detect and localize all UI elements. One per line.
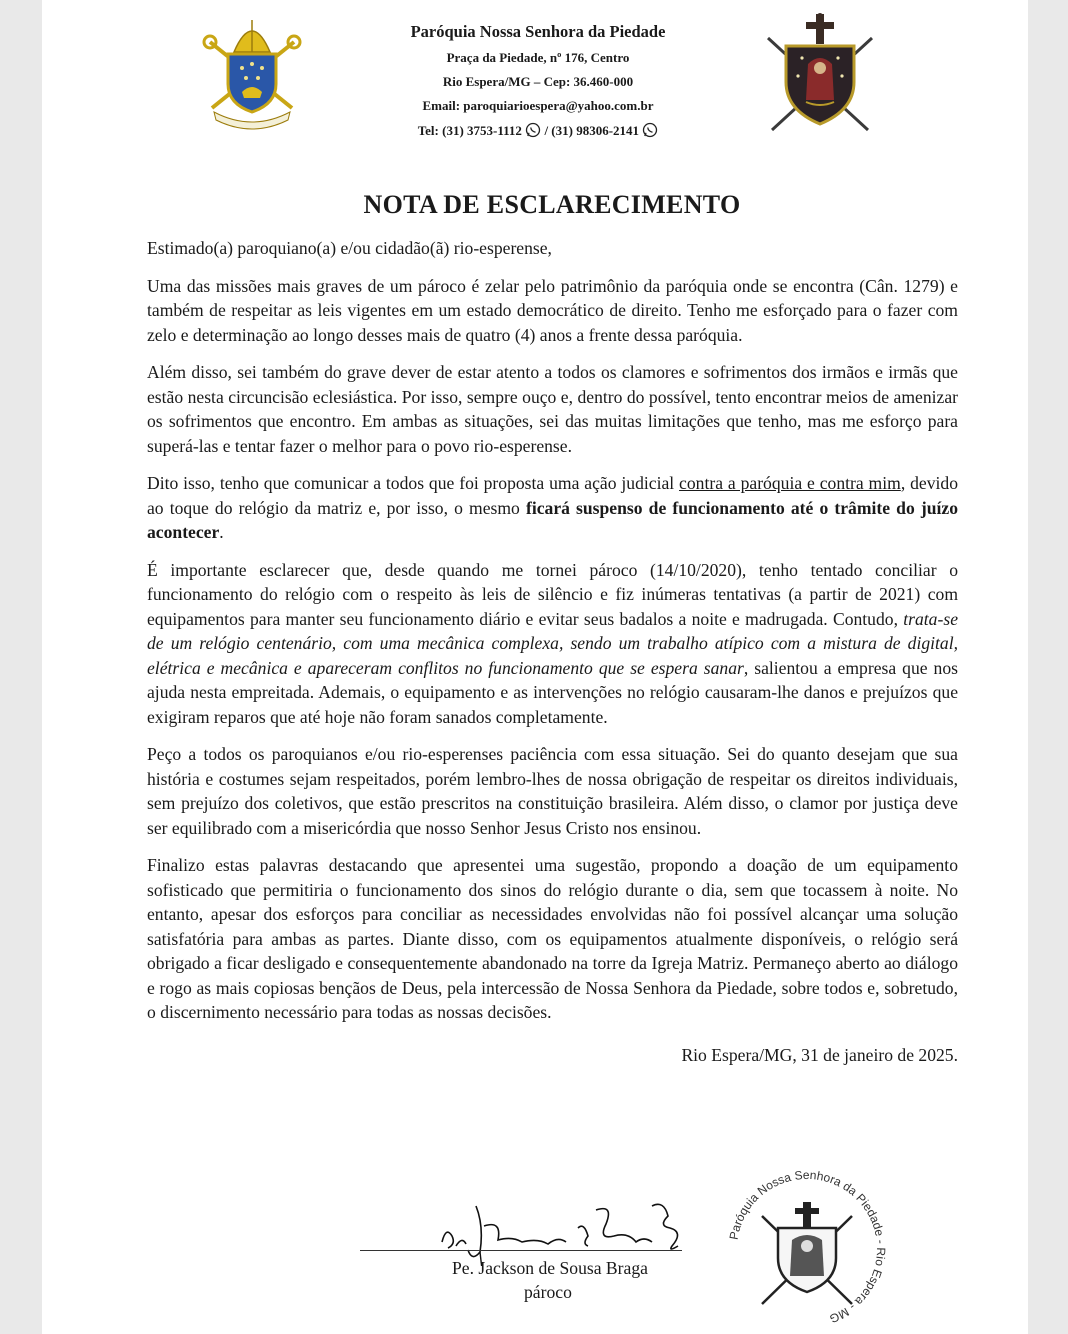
- p3-text-c: .: [219, 522, 224, 542]
- p3-underlined: contra a paróquia e contra mim: [679, 473, 901, 493]
- signatory-role: pároco: [524, 1282, 572, 1302]
- email: Email: paroquiarioespera@yahoo.com.br: [422, 98, 654, 113]
- handwritten-signature: [352, 1196, 692, 1266]
- p4-text-b: , salientou a empresa que nos ajuda nesta empreitada. Ademais, o equipamento e as intervenções no relógio causaram-lhe danos e prejuízos que exigiram reparos que até hoje não foram sanados completamente.: [147, 657, 958, 727]
- whatsapp-icon: [525, 122, 541, 138]
- parish-emblem-icon: [762, 12, 878, 136]
- paragraph-5: Peço a todos os paroquianos e/ou rio-esperenses paciência com essa situação. Sei do quanto desejam que sua história e costumes sejam respeitados, porém lembro-lhes de nossa obrigação de respeitar os direitos individuais, sem prejuízo dos coletivos, que estão prescritos na constituição brasileira. Além disso, o clamor por justiça deve ser equilibrado com a misericórdia que nosso Senhor Jesus Cristo nos ensinou.: [147, 744, 958, 838]
- paragraph-6: Finalizo estas palavras destacando que apresentei uma sugestão, propondo a doação de um equipamento sofisticado que permitiria o funcionamento dos sinos do relógio durante o dia, sem que tocassem à noite. No entanto, apesar dos esforços para conciliar as necessidades envolvidas não foi possível alcançar uma solução satisfatória para ambas as partes. Diante disso, com os equipamentos atualmente disponíveis, o relógio será obrigado a ficar desligado e consequentemente abandonado na torre da Igreja Matriz. Permaneço aberto ao diálogo e rogo as mais copiosas bençãos de Deus, pela intercessão de Nossa Senhora da Piedade, sobre todos e, sobretudo, o discernimento necessário para todas as nossas decisões.: [147, 855, 958, 1022]
- signature-line: [360, 1250, 682, 1251]
- whatsapp-icon: [642, 122, 658, 138]
- signatory-name: Pe. Jackson de Sousa Braga: [452, 1258, 648, 1278]
- signature-block: [352, 1196, 712, 1316]
- document-page: [42, 0, 1028, 1334]
- paragraph-4: [147, 558, 958, 730]
- p3-bold: ficará suspenso de funcionamento até o trâmite do juízo acontecer: [147, 497, 958, 542]
- greeting: Estimado(a) paroquiano(a) e/ou cidadão(ã) rio-esperense,: [147, 238, 552, 258]
- p3-text-b: , devido ao toque do relógio da matriz e, por isso, o mesmo: [147, 473, 958, 518]
- paragraph-1: Uma das missões mais graves de um pároco é zelar pelo patrimônio da paróquia onde se encontra (Cân. 1279) e também de respeitar as leis vigentes em um estado democrático de direito. Tenho me esforçado para o fazer com zelo e determinação ao longo desses mais de quatro (4) anos a frente dessa paróquia.: [147, 275, 958, 345]
- parish-name: Paróquia Nossa Senhora da Piedade: [410, 22, 666, 41]
- coat-of-arms-icon: [200, 12, 304, 130]
- phone-1: Tel: (31) 3753-1112: [417, 123, 522, 138]
- paragraph-3: [147, 471, 958, 545]
- p4-italic: trata-se de um relógio centenário, com uma mecânica complexa, sendo um trabalho atípico com a mistura de digital, elétrica e mecânica e apareceram conflitos no funcionamento que se espera sanar: [147, 608, 958, 678]
- address: Praça da Piedade, nº 176, Centro: [446, 50, 630, 65]
- document-title: NOTA DE ESCLARECIMENTO: [363, 190, 741, 219]
- phone-2: / (31) 98306-2141: [544, 123, 640, 138]
- city-cep: Rio Espera/MG – Cep: 36.460-000: [442, 74, 634, 89]
- letterhead: [42, 0, 1028, 170]
- phone-line: [338, 122, 738, 139]
- p3-text-a: Dito isso, tenho que comunicar a todos que foi proposta uma ação judicial: [147, 473, 680, 493]
- paragraph-2: Além disso, sei também do grave dever de estar atento a todos os clamores e sofrimentos dos irmãos e irmãs que estão nesta circuncisão eclesiástica. Por isso, sempre ouço e, dentro do possível, tento encontrar meios de amenizar os sofrimentos que encontro. Em ambas as situações, sei das muitas limitações que tenho, mas me esforço para superá-las e tentar fazer o melhor para o povo rio-esperense.: [147, 362, 958, 456]
- letterhead-text: [338, 22, 738, 147]
- p4-text-a: É importante esclarecer que, desde quando me tornei pároco (14/10/2020), tenho tentado conciliar o funcionamento do relógio com o respeito às leis de silêncio e fiz inúmeras tentativas (a partir de 2021) com equipamentos para manter seu funcionamento diário e evitar seus badalos a noite e madrugada. Contudo,: [147, 559, 958, 629]
- stamp-ring-text: Paróquia Nossa Senhora da Piedade - Rio Espera - MG: [726, 1167, 889, 1326]
- letter-body: [147, 236, 958, 1067]
- parish-stamp: [722, 1164, 892, 1334]
- date-line: Rio Espera/MG, 31 de janeiro de 2025.: [681, 1044, 958, 1065]
